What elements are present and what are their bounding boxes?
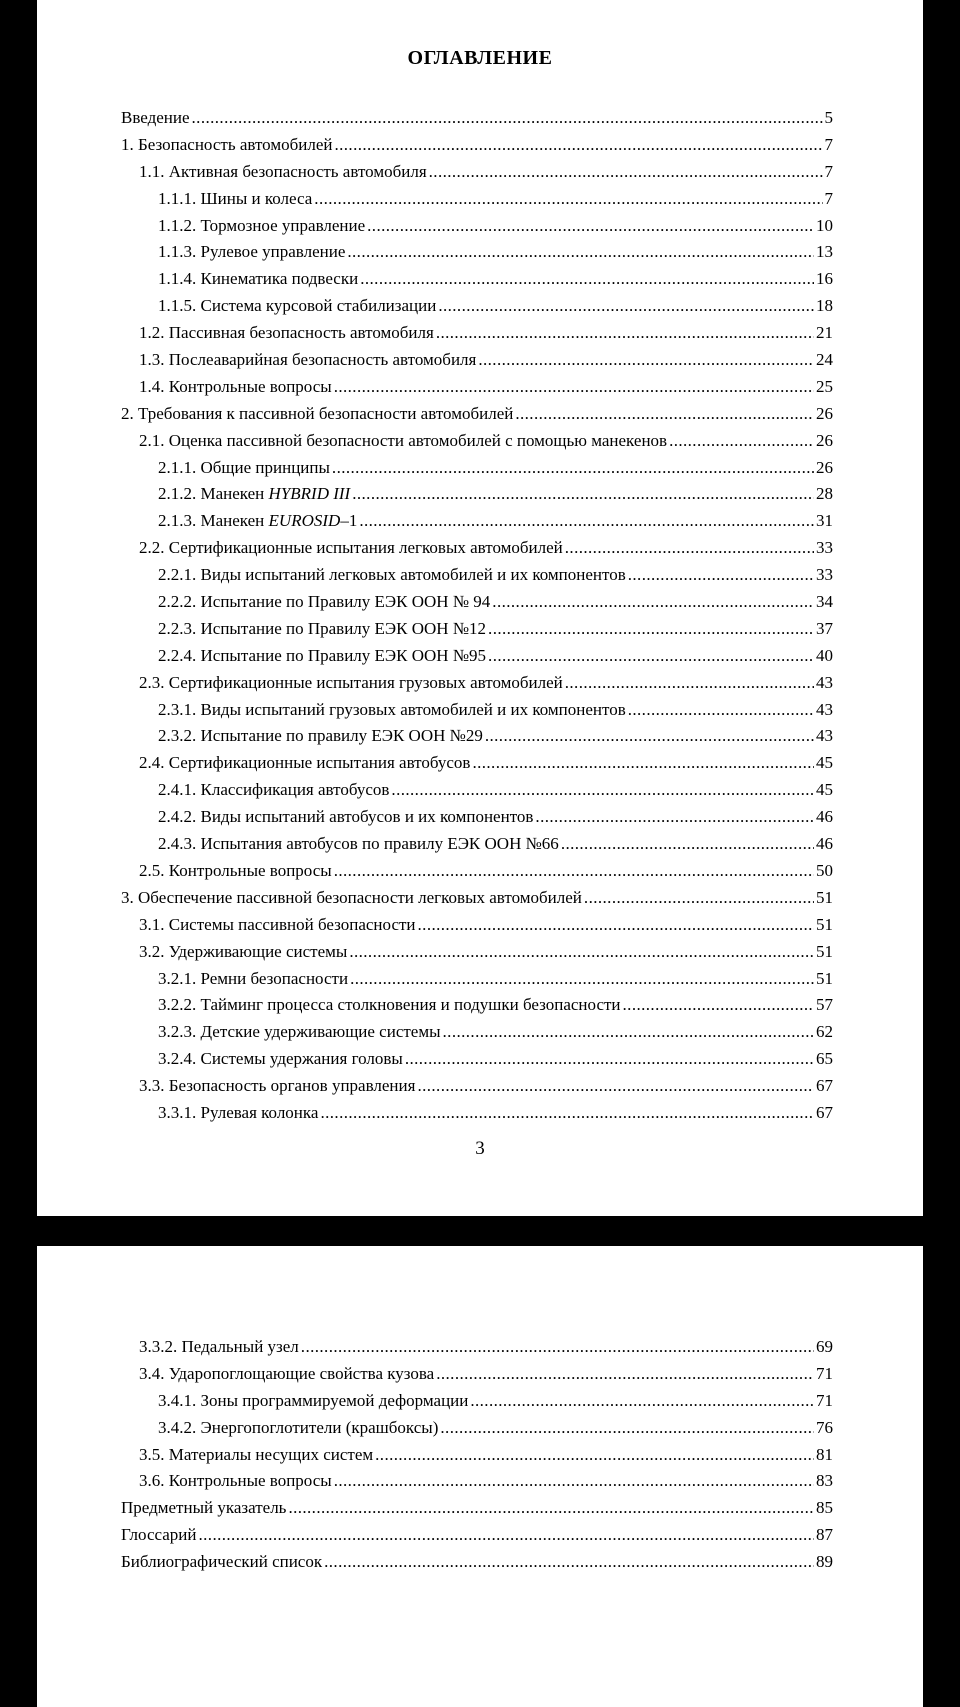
toc-entry-label: 3.6. Контрольные вопросы: [139, 1471, 332, 1491]
dot-leader: [418, 912, 814, 939]
toc-entry-page: 40: [816, 645, 833, 665]
toc-entry-title: [139, 1073, 415, 1100]
toc-entry[interactable]: [121, 562, 833, 589]
dot-leader: [405, 1046, 814, 1073]
toc-entry-page: 26: [816, 457, 833, 477]
toc-entry[interactable]: [121, 428, 833, 455]
dot-leader: [359, 508, 814, 535]
toc-entry-title: [139, 159, 427, 186]
toc-entry-title: [158, 562, 626, 589]
toc-entry-title: [139, 347, 476, 374]
toc-entry[interactable]: [121, 1415, 833, 1442]
dot-leader: [628, 697, 814, 724]
toc-entry-label: Введение: [121, 108, 190, 127]
dot-leader: [470, 1388, 814, 1415]
dot-leader: [349, 939, 814, 966]
toc-entry[interactable]: [121, 159, 833, 186]
toc-entry-title: [158, 508, 357, 535]
document-page-2: [37, 1246, 923, 1707]
toc-entry-label: 3.4.2. Энергопоглотители (крашбоксы): [158, 1417, 439, 1437]
toc-entry-page: 83: [816, 1471, 833, 1491]
toc-entry-label: 1. Безопасность автомобилей: [121, 134, 333, 154]
toc-entry-page: 5: [824, 108, 833, 127]
toc-entry-label: 2.2.3. Испытание по Правилу ЕЭК ООН №12: [158, 618, 487, 638]
toc-entry-label: 2.1.1. Общие принципы: [158, 457, 330, 477]
toc-entry-label: 3.2.4. Системы удержания головы: [158, 1049, 403, 1069]
toc-entry-title: [158, 777, 389, 804]
toc-entry-title: [158, 723, 483, 750]
toc-entry-label: 2.4.3. Испытания автобусов по правилу ЕЭК ООН №66: [158, 834, 559, 854]
dot-leader: [367, 213, 814, 240]
toc-entry-page: 33: [816, 565, 833, 585]
dot-leader: [515, 401, 814, 428]
dot-leader: [628, 562, 814, 589]
toc-entry-page: 65: [816, 1049, 833, 1069]
toc-entry-page: 57: [816, 995, 833, 1015]
toc-entry-page: 46: [816, 807, 833, 827]
dot-leader: [478, 347, 814, 374]
toc-entry-page: 51: [816, 887, 833, 907]
toc-entry[interactable]: [121, 992, 833, 1019]
toc-entry-label: 2.4.1. Классификация автобусов: [158, 780, 390, 800]
dot-leader: [334, 858, 814, 885]
toc-entry-page: 10: [816, 215, 833, 235]
toc-entry-title: [158, 1046, 403, 1073]
toc-entry-page: 43: [816, 699, 833, 719]
toc-entry-page: 28: [816, 484, 833, 504]
toc-entry-label: 2.1. Оценка пассивной безопасности автомобилей с помощью манекенов: [139, 430, 668, 450]
toc-entry-label: 2.2.2. Испытание по Правилу ЕЭК ООН № 94: [158, 592, 491, 612]
toc-entry[interactable]: [121, 616, 833, 643]
toc-entry[interactable]: [121, 885, 833, 912]
dot-leader: [488, 616, 814, 643]
toc-entry[interactable]: [121, 320, 833, 347]
toc-entry-label: 2. Требования к пассивной безопасности автомобилей: [121, 403, 514, 423]
toc-entry-page: 24: [816, 350, 833, 370]
toc-entry-title: [139, 374, 332, 401]
dot-leader: [440, 1415, 814, 1442]
toc-entry-page: 69: [816, 1337, 833, 1356]
toc-entry-page: 37: [816, 618, 833, 638]
dot-leader: [438, 293, 814, 320]
toc-entry[interactable]: [121, 535, 833, 562]
dot-leader: [391, 777, 814, 804]
dot-leader: [669, 428, 814, 455]
dot-leader: [360, 266, 814, 293]
toc-entry-title: [139, 320, 434, 347]
toc-entry[interactable]: [121, 186, 833, 213]
toc-entry[interactable]: [121, 912, 833, 939]
dot-leader: [334, 132, 822, 159]
toc-entry-page: 43: [816, 672, 833, 692]
toc-entry[interactable]: [121, 589, 833, 616]
toc-entry-label: Библиографический список: [121, 1552, 323, 1572]
toc-entry-label: 1.1.5. Система курсовой стабилизации: [158, 296, 437, 316]
toc-entry[interactable]: [121, 239, 833, 266]
toc-entry[interactable]: [121, 1334, 833, 1361]
toc-entry-label: 2.3. Сертификационные испытания грузовых автомобилей: [139, 672, 563, 692]
dot-leader: [565, 535, 814, 562]
toc-entry[interactable]: [121, 697, 833, 724]
toc-entry-title: [139, 428, 667, 455]
toc-entry-label: 1.1.2. Тормозное управление: [158, 215, 366, 235]
toc-entry-label: 2.2. Сертификационные испытания легковых автомобилей: [139, 538, 563, 558]
toc-list: [121, 1334, 833, 1576]
toc-entry-title: [139, 1334, 299, 1361]
page-number: 3: [475, 1138, 485, 1159]
toc-entry-page: 76: [816, 1417, 833, 1437]
toc-entry-label: Глоссарий: [121, 1525, 197, 1545]
toc-entry-label: 3.4. Удaропоглощающие свойства кузова: [139, 1363, 435, 1383]
dot-leader: [375, 1442, 814, 1469]
dot-leader: [535, 804, 814, 831]
toc-list: [121, 105, 833, 1127]
toc-entry-title: [158, 239, 345, 266]
toc-entry-title: [121, 1549, 322, 1576]
toc-entry-title: [158, 804, 533, 831]
dot-leader: [561, 831, 814, 858]
toc-entry-label: 1.1.1. Шины и колеса: [158, 188, 313, 208]
toc-entry-page: 51: [816, 941, 833, 961]
toc-entry-title: [158, 589, 490, 616]
dot-leader: [350, 966, 814, 993]
toc-entry-page: 87: [816, 1525, 833, 1545]
dot-leader: [436, 1361, 814, 1388]
toc-entry-page: 89: [816, 1552, 833, 1572]
toc-entry-page: 71: [816, 1390, 833, 1410]
dot-leader: [584, 885, 814, 912]
dot-leader: [436, 320, 814, 347]
toc-entry-page: 7: [824, 134, 833, 154]
toc-entry-page: 85: [816, 1498, 833, 1518]
toc-entry[interactable]: [121, 1019, 833, 1046]
toc-entry[interactable]: [121, 1468, 833, 1495]
toc-entry-page: 51: [816, 968, 833, 988]
toc-entry[interactable]: [121, 1442, 833, 1469]
toc-entry[interactable]: [121, 374, 833, 401]
toc-entry-page: 46: [816, 834, 833, 854]
dot-leader: [347, 239, 814, 266]
toc-entry[interactable]: [121, 723, 833, 750]
toc-entry-title: [139, 939, 347, 966]
dot-leader: [288, 1495, 814, 1522]
toc-entry-title: [139, 750, 470, 777]
toc-entry-title: [158, 831, 559, 858]
toc-entry-page: 26: [816, 430, 833, 450]
toc-entry-label: 3.4.1. Зоны программируемой деформации: [158, 1390, 469, 1410]
toc-entry-label-italic: EUROSID: [268, 511, 341, 531]
toc-entry-title: [158, 481, 350, 508]
toc-entry-label: 3.3. Безопасность органов управления: [139, 1076, 416, 1096]
toc-entry-title: [139, 535, 563, 562]
toc-entry-label: 2.2.1. Виды испытаний легковых автомобилей и их компонентов: [158, 565, 626, 585]
toc-entry[interactable]: [121, 831, 833, 858]
dot-leader: [485, 723, 814, 750]
toc-entry-page: 45: [816, 780, 833, 800]
toc-entry-title: [158, 293, 436, 320]
toc-entry-title: [121, 1522, 197, 1549]
dot-leader: [320, 1100, 814, 1127]
toc-entry-label: 3. Обеспечение пассивной безопасности легковых автомобилей: [121, 887, 582, 907]
toc-entry-label: Предметный указатель: [121, 1498, 287, 1518]
toc-entry-title: [139, 912, 416, 939]
dot-leader: [334, 1468, 814, 1495]
toc-entry-title: [158, 992, 621, 1019]
toc-entry-page: 45: [816, 753, 833, 773]
toc-entry-page: 81: [816, 1444, 833, 1464]
toc-entry-label: 2.1.2. Манекен: [158, 484, 269, 504]
toc-entry-label-italic: HYBRID III: [268, 484, 351, 504]
toc-entry-label: 2.4. Сертификационные испытания автобусов: [139, 753, 471, 773]
toc-entry-page: 51: [816, 914, 833, 934]
toc-entry-label: 1.1.3. Рулевое управление: [158, 242, 346, 262]
toc-entry-title: [139, 1442, 373, 1469]
toc-entry-page: 31: [816, 511, 833, 531]
toc-entry-label: 2.3.2. Испытание по правилу ЕЭК ООН №29: [158, 726, 483, 746]
toc-entry-label: 1.1. Активная безопасность автомобиля: [139, 161, 427, 181]
toc-entry-page: 7: [824, 161, 833, 181]
toc-entry-label: 2.2.4. Испытание по Правилу ЕЭК ООН №95: [158, 645, 487, 665]
toc-entry-label: 3.1. Системы пассивной безопасности: [139, 914, 416, 934]
toc-entry[interactable]: [121, 347, 833, 374]
toc-entry[interactable]: [121, 293, 833, 320]
toc-entry-page: 21: [816, 323, 833, 343]
toc-entry-title: [139, 858, 332, 885]
toc-entry-page: 34: [816, 592, 833, 612]
document-page-1: [37, 0, 923, 1216]
toc-entry-page: 71: [816, 1363, 833, 1383]
toc-entry-page: 67: [816, 1102, 833, 1122]
dot-leader: [443, 1019, 814, 1046]
toc-entry-title: [158, 616, 486, 643]
toc-entry-label: 2.5. Контрольные вопросы: [139, 860, 332, 880]
dot-leader: [352, 481, 814, 508]
toc-entry-title: [158, 186, 312, 213]
toc-entry-title: [158, 1415, 438, 1442]
dot-leader: [565, 670, 814, 697]
toc-entry[interactable]: [121, 777, 833, 804]
toc-entry-title: [158, 213, 365, 240]
toc-entry-page: 62: [816, 1022, 833, 1042]
toc-entry-page: 25: [816, 376, 833, 396]
toc-entry-title: [158, 266, 358, 293]
dot-leader: [332, 455, 814, 482]
toc-entry[interactable]: [121, 1046, 833, 1073]
toc-entry-title: [158, 966, 348, 993]
toc-entry-page: 18: [816, 296, 833, 316]
toc-entry[interactable]: [121, 643, 833, 670]
toc-entry[interactable]: [121, 1361, 833, 1388]
dot-leader: [623, 992, 814, 1019]
dot-leader: [429, 159, 823, 186]
toc-entry[interactable]: [121, 266, 833, 293]
toc-entry[interactable]: [121, 455, 833, 482]
toc-entry-title: [158, 643, 486, 670]
dot-leader: [417, 1073, 814, 1100]
dot-leader: [334, 374, 814, 401]
toc-entry[interactable]: [121, 939, 833, 966]
dot-leader: [492, 589, 814, 616]
toc-entry-title: [158, 697, 626, 724]
toc-entry-label: 2.1.3. Манекен: [158, 511, 269, 531]
toc-entry-label: 3.3.2. Педальный узел: [139, 1337, 299, 1356]
toc-entry-page: 7: [824, 188, 833, 208]
toc-entry-page: 67: [816, 1076, 833, 1096]
toc-entry-title: [139, 670, 563, 697]
toc-entry[interactable]: [121, 804, 833, 831]
toc-entry-title: [121, 1495, 286, 1522]
toc-entry-page: 16: [816, 269, 833, 289]
toc-entry-title: [158, 1388, 468, 1415]
toc-entry-label: 3.5. Материалы несущих систем: [139, 1444, 374, 1464]
toc-entry-label: 1.4. Контрольные вопросы: [139, 376, 332, 396]
toc-entry-label: 3.2.1. Ремни безопасности: [158, 968, 349, 988]
toc-entry[interactable]: [121, 1388, 833, 1415]
toc-entry-title: [121, 132, 332, 159]
toc-entry-label: 3.2. Удерживающие системы: [139, 941, 348, 961]
toc-entry-title: [158, 1019, 441, 1046]
toc-title: ОГЛАВЛЕНИЕ: [407, 47, 553, 69]
toc-entry[interactable]: [121, 1549, 833, 1576]
toc-entry[interactable]: [121, 750, 833, 777]
dot-leader: [199, 1522, 815, 1549]
toc-entry-title: [139, 1361, 434, 1388]
toc-entry-title: [121, 401, 513, 428]
toc-entry[interactable]: [121, 966, 833, 993]
toc-entry[interactable]: [121, 401, 833, 428]
toc-entry[interactable]: [121, 1100, 833, 1127]
toc-entry-label: 2.4.2. Виды испытаний автобусов и их компонентов: [158, 807, 534, 827]
toc-entry-label: 1.2. Пассивная безопасность автомобиля: [139, 323, 434, 343]
toc-entry[interactable]: [121, 858, 833, 885]
toc-entry-title: [121, 105, 190, 132]
toc-entry-page: 13: [816, 242, 833, 262]
toc-entry[interactable]: [121, 1522, 833, 1549]
dot-leader: [192, 105, 823, 132]
dot-leader: [324, 1549, 814, 1576]
toc-entry[interactable]: [121, 105, 833, 132]
toc-entry-page: 43: [816, 726, 833, 746]
toc-entry[interactable]: [121, 508, 833, 535]
toc-entry-title: [158, 1100, 318, 1127]
toc-entry-page: 50: [816, 860, 833, 880]
toc-entry[interactable]: [121, 132, 833, 159]
toc-entry-title: [121, 885, 582, 912]
dot-leader: [488, 643, 814, 670]
toc-entry-title: [139, 1468, 332, 1495]
toc-entry[interactable]: [121, 1073, 833, 1100]
toc-entry-label: 1.1.4. Кинематика подвески: [158, 269, 359, 289]
dot-leader: [472, 750, 814, 777]
toc-entry[interactable]: [121, 481, 833, 508]
toc-entry-label: 3.2.2. Тайминг процесса столкновения и подушки безопасности: [158, 995, 621, 1015]
toc-entry-label: 2.3.1. Виды испытаний грузовых автомобилей и их компонентов: [158, 699, 626, 719]
toc-entry[interactable]: [121, 670, 833, 697]
toc-entry-page: 33: [816, 538, 833, 558]
toc-entry-label-suffix: –1: [340, 511, 358, 531]
toc-entry-label: 3.2.3. Детские удерживающие системы: [158, 1022, 441, 1042]
dot-leader: [314, 186, 822, 213]
dot-leader: [301, 1334, 814, 1361]
toc-entry[interactable]: [121, 1495, 833, 1522]
toc-entry-label: 3.3.1. Рулевая колонка: [158, 1102, 319, 1122]
toc-entry-label: 1.3. Послеаварийная безопасность автомобиля: [139, 350, 477, 370]
toc-entry[interactable]: [121, 213, 833, 240]
toc-entry-page: 26: [816, 403, 833, 423]
toc-entry-title: [158, 455, 330, 482]
